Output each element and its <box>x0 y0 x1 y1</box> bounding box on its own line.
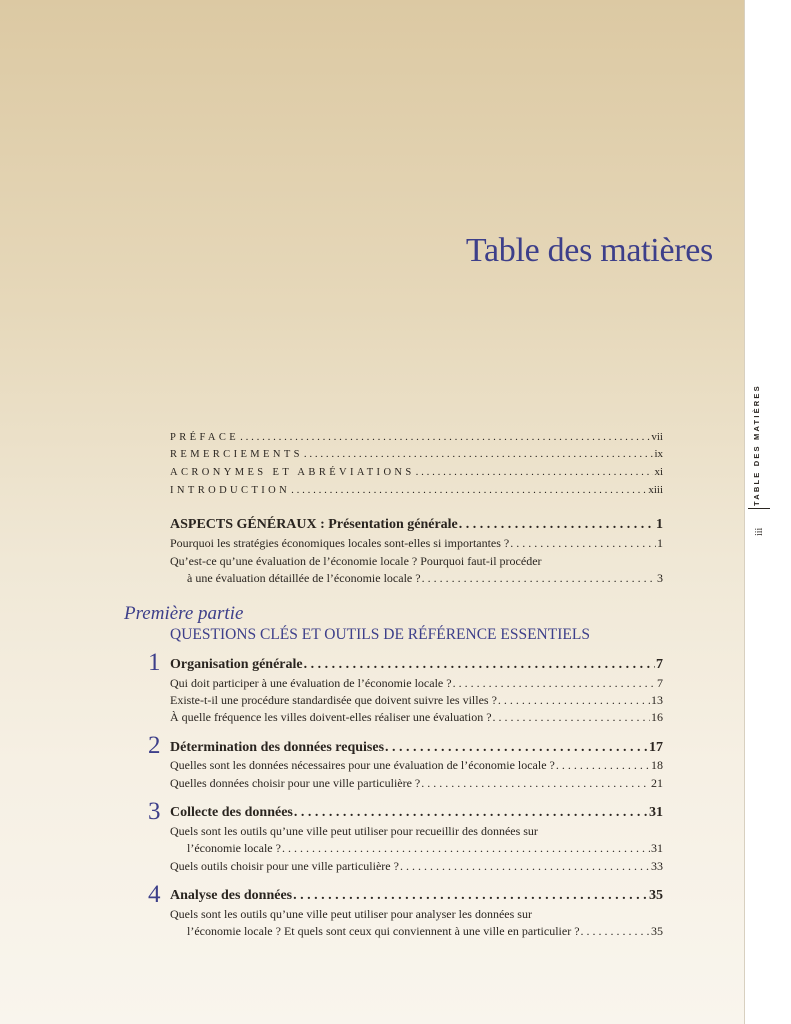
toc-entry-label: INTRODUCTION <box>170 485 291 496</box>
toc-subentry[interactable] <box>170 694 663 706</box>
dot-leader <box>421 777 650 789</box>
toc-chapter[interactable] <box>170 806 663 820</box>
chapter-page: 31 <box>649 805 663 820</box>
chapter-number: 1 <box>148 649 161 676</box>
toc-entry-label: REMERCIEMENTS <box>170 449 303 460</box>
subentry-text: Qu’est-ce qu’une évaluation de l’économie locale ? Pourquoi faut-il procéder <box>170 554 542 568</box>
toc-entry-page: xiii <box>648 484 663 496</box>
toc-subentry[interactable] <box>170 759 663 771</box>
toc-entry-label: PRÉFACE <box>170 432 240 443</box>
dot-leader <box>282 842 650 854</box>
subentry-text: Quels sont les outils qu’une ville peut utiliser pour analyser les données sur <box>170 907 532 921</box>
dot-leader <box>510 537 656 549</box>
part-subtitle: QUESTIONS CLÉS ET OUTILS DE RÉFÉRENCE ESSENTIELS <box>170 626 590 643</box>
subentry-page: 7 <box>657 676 663 690</box>
dot-leader <box>498 694 650 706</box>
subentry-page: 1 <box>657 536 663 550</box>
subentry-page: 21 <box>651 776 663 790</box>
subentry-text: À quelle fréquence les villes doivent-elles réaliser une évaluation ? <box>170 710 492 724</box>
toc-chapter[interactable] <box>170 741 663 755</box>
chapter-page: 17 <box>649 740 663 755</box>
subentry-text: Quelles sont les données nécessaires pour une évaluation de l’économie locale ? <box>170 758 555 772</box>
dot-leader <box>556 759 650 771</box>
chapter-page: 35 <box>649 888 663 903</box>
dot-leader <box>304 658 655 672</box>
toc-subentry[interactable] <box>187 925 663 937</box>
dot-leader <box>581 925 650 937</box>
toc-entry-introduction[interactable] <box>170 485 663 497</box>
toc-subentry[interactable] <box>187 842 663 854</box>
toc-entry-preface[interactable] <box>170 432 663 444</box>
subentry-text: Qui doit participer à une évaluation de l’économie locale ? <box>170 676 452 690</box>
dot-leader <box>294 806 648 820</box>
toc-entry-page: xi <box>654 466 663 478</box>
section-title: ASPECTS GÉNÉRAUX : Présentation générale <box>170 517 458 532</box>
chapter-title: Détermination des données requises <box>170 740 385 755</box>
toc-chapter[interactable] <box>170 889 663 903</box>
toc-subentry[interactable] <box>187 572 663 584</box>
subentry-page: 3 <box>657 571 663 585</box>
chapter-page: 7 <box>656 657 663 672</box>
toc-subentry[interactable] <box>170 711 663 723</box>
dot-leader <box>493 711 650 723</box>
subentry-page: 16 <box>651 710 663 724</box>
toc-entry-acronyms[interactable] <box>170 467 663 479</box>
toc-entry-acknowledgements[interactable] <box>170 449 663 461</box>
subentry-text: l’économie locale ? Et quels sont ceux qui conviennent à une ville en particulier ? <box>187 924 580 938</box>
dot-leader <box>293 889 648 903</box>
toc-subentry[interactable] <box>170 860 663 872</box>
toc-section-overview[interactable] <box>170 518 663 532</box>
running-head-rule <box>748 508 770 509</box>
subentry-text: Quels sont les outils qu’une ville peut utiliser pour recueillir des données sur <box>170 824 538 838</box>
dot-leader <box>416 467 654 478</box>
subentry-page: 31 <box>651 841 663 855</box>
toc-entry-label: ACRONYMES ET ABRÉVIATIONS <box>170 467 415 478</box>
subentry-text: l’économie locale ? <box>187 841 281 855</box>
chapter-title: Collecte des données <box>170 805 293 820</box>
margin-divider <box>744 0 745 1024</box>
dot-leader <box>459 518 655 532</box>
dot-leader <box>422 572 656 584</box>
dot-leader <box>304 449 654 460</box>
subentry-page: 33 <box>651 859 663 873</box>
subentry-page: 35 <box>651 924 663 938</box>
dot-leader <box>291 485 647 496</box>
subentry-text: Pourquoi les stratégies économiques locales sont-elles si importantes ? <box>170 536 510 550</box>
dot-leader <box>400 860 650 872</box>
subentry-text: à une évaluation détaillée de l’économie locale ? <box>187 571 421 585</box>
section-page: 1 <box>656 517 663 532</box>
running-head-label: TABLE DES MATIÈRES <box>752 384 761 506</box>
page-title: Table des matières <box>465 232 713 269</box>
subentry-text: Existe-t-il une procédure standardisée que doivent suivre les villes ? <box>170 693 497 707</box>
subentry-page: 18 <box>651 758 663 772</box>
dot-leader <box>240 432 650 443</box>
subentry-page: 13 <box>651 693 663 707</box>
toc-subentry[interactable] <box>170 537 663 549</box>
subentry-text: Quelles données choisir pour une ville particulière ? <box>170 776 421 790</box>
chapter-number: 2 <box>148 732 161 759</box>
toc-subentry[interactable] <box>170 677 663 689</box>
dot-leader <box>453 677 656 689</box>
chapter-number: 3 <box>148 798 161 825</box>
toc-subentry[interactable] <box>170 777 663 789</box>
toc-entry-page: vii <box>651 431 663 443</box>
chapter-title: Organisation générale <box>170 657 303 672</box>
page-number: iii <box>754 527 765 536</box>
chapter-number: 4 <box>148 881 161 908</box>
subentry-text: Quels outils choisir pour une ville particulière ? <box>170 859 399 873</box>
part-title: Première partie <box>124 603 244 624</box>
chapter-title: Analyse des données <box>170 888 293 903</box>
dot-leader <box>385 741 648 755</box>
toc-entry-page: ix <box>654 448 663 460</box>
toc-chapter[interactable] <box>170 658 663 672</box>
